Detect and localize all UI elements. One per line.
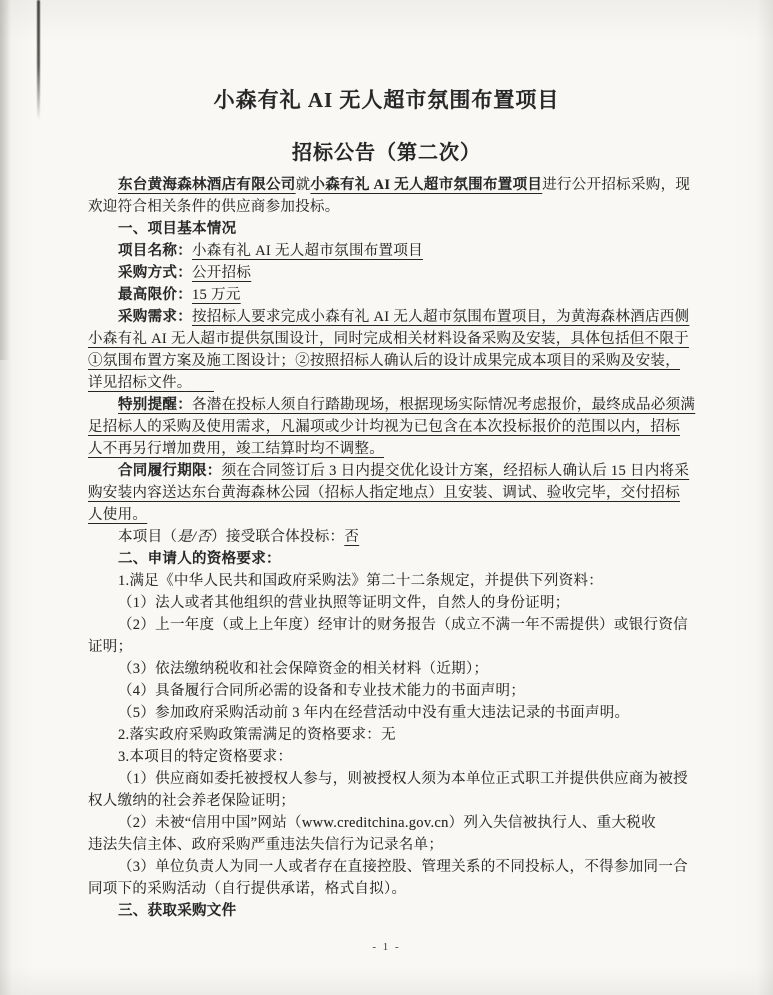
text-line [88,394,708,416]
text-segment: 项目名称： [118,243,192,259]
text-line [88,504,708,526]
text-line [88,284,708,306]
text-segment: 权人缴纳的社会养老保险证明； [88,793,296,809]
text-line [88,724,708,746]
text-line [88,174,708,196]
text-segment: 人不再另行增加费用，竣工结算时均不调整。 [88,441,384,457]
text-segment: 2.落实政府采购政策需满足的资格要求：无 [118,727,396,743]
text-segment: ）接受联合体投标： [211,529,345,545]
text-segment: 一、项目基本情况 [118,221,237,237]
text-segment: 采购方式： [118,265,192,281]
text-line [88,790,708,812]
text-line [88,878,708,900]
text-line [88,306,708,328]
text-segment: 本项目（ [118,529,178,545]
text-line [88,856,708,878]
text-segment: 购安装内容送达东台黄海森林公园（招标人指定地点）且安装、调试、验收完毕，交付招标 [88,485,680,501]
text-segment: 1.满足《中华人民共和国政府采购法》第二十二条规定，并提供下列资料： [118,573,604,589]
text-segment: 采购需求： [118,309,192,325]
text-line [88,548,708,570]
text-segment: 东台黄海森林酒店有限公司 [118,177,296,193]
text-line [88,218,708,240]
text-segment: 否 [344,529,360,545]
text-line [88,526,708,548]
text-line [88,614,708,636]
document-title: 小森有礼 AI 无人超市氛围布置项目 [213,88,560,112]
text-segment: （3）依法缴纳税收和社会保障资金的相关材料（近期）； [118,661,489,677]
text-line [88,328,708,350]
text-segment: （5）参加政府采购活动前 3 年内在经营活动中没有重大违法记录的书面声明。 [118,705,630,721]
page-number: - 1 - [372,941,401,953]
text-segment: （3）单位负责人为同一人或者存在直接控股、管理关系的不同投标人，不得参加同一合 [118,859,688,875]
text-line [88,812,708,834]
text-line [88,570,708,592]
text-segment: 公开招标 [192,265,252,281]
text-line [88,416,708,438]
text-segment: 就 [295,177,311,193]
text-line [88,460,708,482]
text-segment: 按招标人要求完成小森有礼 AI 无人超市氛围布置项目，为黄海森林酒店西侧 [192,309,690,325]
text-segment: 最高限价： [118,287,192,303]
text-segment: 三、获取采购文件 [118,903,237,919]
text-segment: 人使用。 [88,507,148,523]
text-line [88,636,708,658]
text-segment: 各潜在投标人须自行踏勘现场，根据现场实际情况考虑报价，最终成品必须满 [192,397,696,413]
text-segment: 欢迎符合相关条件的供应商参加投标。 [88,199,340,215]
document-subtitle: 招标公告（第二次） [292,142,481,164]
text-segment: 同项下的采购活动（自行提供承诺，格式自拟）。 [88,881,407,897]
text-segment: 小森有礼 AI 无人超市氛围布置项目 [310,177,543,193]
text-segment: 详见招标文件。 [88,375,185,391]
text-segment [184,375,214,391]
text-segment: 是/否 [177,529,212,545]
text-line [88,592,708,614]
text-segment: （1）法人或者其他组织的营业执照等证明文件，自然人的身份证明； [118,595,570,611]
text-line [88,900,708,922]
text-segment: 须在合同签订后 3 日内提交优化设计方案，经招标人确认后 15 日内将采 [221,463,690,479]
text-segment: 3.本项目的特定资格要求： [118,749,293,765]
text-line [88,680,708,702]
text-segment: 进行公开招标采购，现 [542,177,691,193]
text-line [88,262,708,284]
text-segment: 足招标人的采购及使用需求，凡漏项或少计均视为已包含在本次投标报价的范围以内，招标 [88,419,680,435]
text-segment: （4）具备履行合同所必需的设备和专业技术能力的书面声明； [118,683,526,699]
text-line [88,746,708,768]
text-segment: 小森有礼 AI 无人超市氛围布置项目 [192,243,423,259]
text-segment: 特别提醒： [118,397,192,413]
text-line [88,702,708,724]
text-segment: 违法失信主体、政府采购严重违法失信行为记录名单； [88,837,444,853]
text-line [88,482,708,504]
text-segment: （1）供应商如委托被授权人参与，则被授权人须为本单位正式职工并提供供应商为被授 [118,771,688,787]
text-line [88,834,708,856]
text-segment: 15 万元 [192,287,241,303]
text-line [88,372,708,394]
text-line [88,350,708,372]
text-line [88,658,708,680]
text-segment: 二、申请人的资格要求： [118,551,281,567]
text-line [88,196,708,218]
text-line [88,438,708,460]
text-segment: 证明； [88,639,133,655]
text-segment: ①氛围布置方案及施工图设计；②按照招标人确认后的设计成果完成本项目的采购及安装， [88,353,680,369]
text-line [88,240,708,262]
text-segment: 合同履行期限： [118,463,222,479]
text-segment: 小森有礼 AI 无人超市提供氛围设计，同时完成相关材料设备采购及安装，具体包括但不限于 [88,331,689,347]
text-segment: （2）上一年度（或上上年度）经审计的财务报告（成立不满一年不需提供）或银行资信 [118,617,688,633]
text-line [88,768,708,790]
text-segment: （2）未被“信用中国”网站（www.creditchina.gov.cn）列入失信被执行人、重大税收 [118,815,656,831]
scan-edge-shadow [0,0,10,360]
document-lines [88,174,708,922]
